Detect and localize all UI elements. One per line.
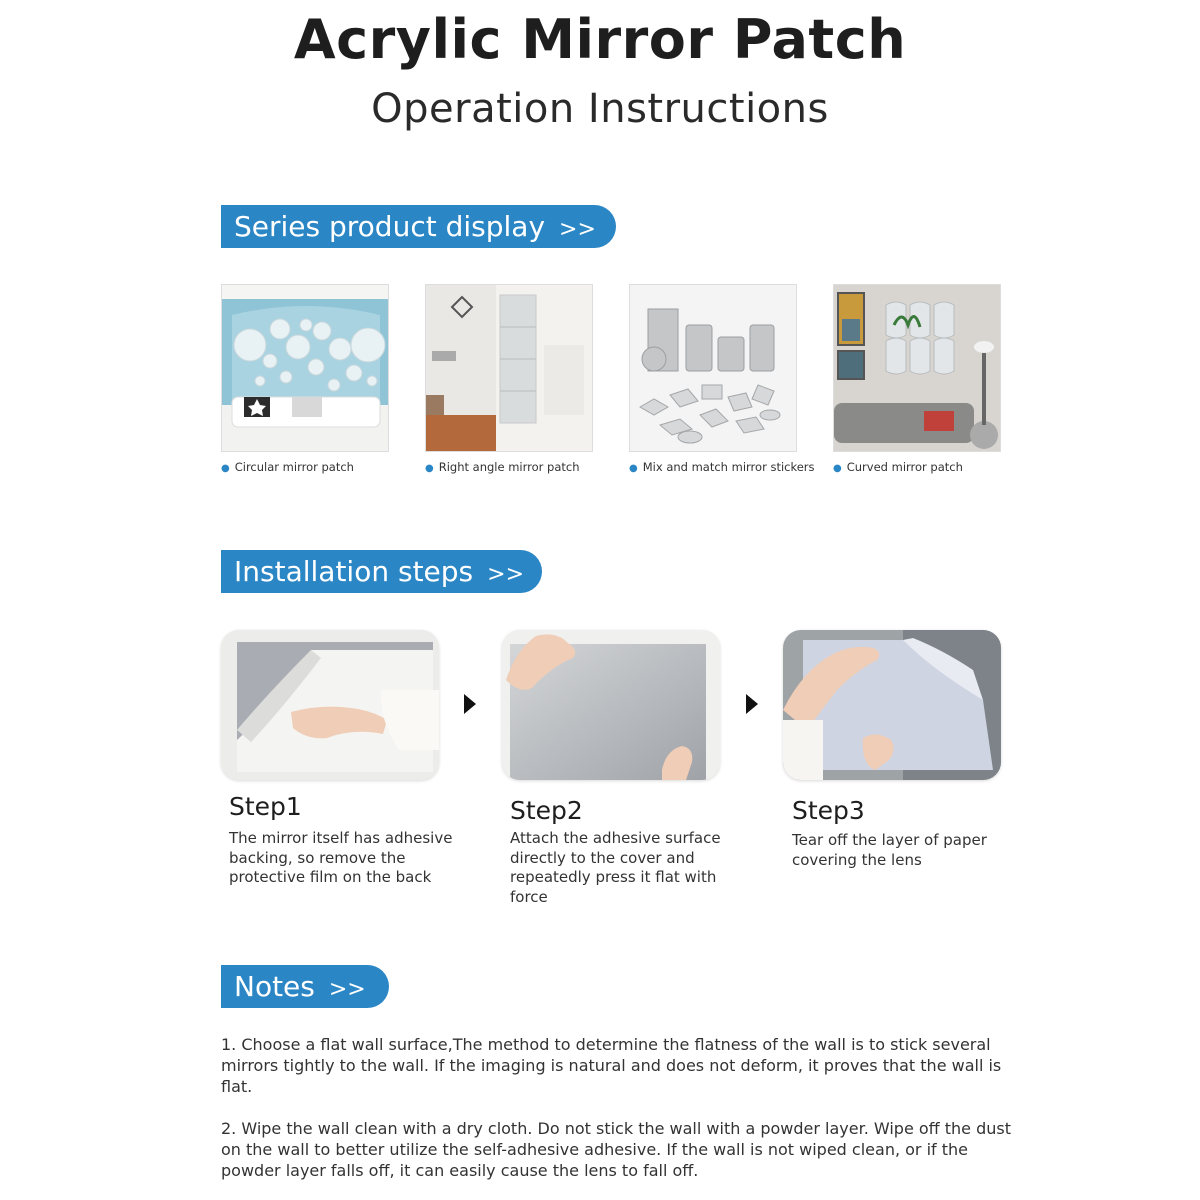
product-caption: ● Right angle mirror patch [425,460,580,474]
page-subtitle: Operation Instructions [371,86,829,132]
step-title: Step2 [510,796,583,825]
note-item-1: 1. Choose a flat wall surface,The method to determine the flatness of the wall is to stick several mirrors tightly to the wall. If the imaging is natural and does not deform, it proves that the wall is flat. [221,1035,1002,1096]
step-title: Step1 [229,792,302,821]
step-description: Tear off the layer of paper covering the lens [792,831,987,869]
step-title: Step3 [792,796,865,825]
step-description: Attach the adhesive surface directly to the cover and repeatedly press it flat with force [510,829,721,906]
section-banner-series [221,205,616,248]
bullet-icon: ● [629,463,638,474]
section-label: Installation steps [234,555,474,588]
step1-image [221,630,439,780]
step2-image [502,630,720,780]
product-caption: ● Curved mirror patch [833,460,963,474]
section-banner-notes [221,965,389,1008]
product-photo-circular [221,284,389,452]
step-arrow-icon [746,694,758,714]
page-title: Acrylic Mirror Patch [293,8,907,71]
section-banner-install [221,550,542,593]
bullet-icon: ● [425,463,434,474]
section-label: Notes [234,970,315,1003]
section-label: Series product display [234,210,546,243]
step-description: The mirror itself has adhesive backing, so remove the protective film on the back [229,829,453,886]
product-photo-right-angle [425,284,593,452]
product-mix-match [629,284,815,474]
double-chevron-icon: >> [328,977,366,1002]
product-right-angle [425,284,593,474]
product-caption: ● Mix and match mirror stickers [629,460,815,474]
note-item-2: 2. Wipe the wall clean with a dry cloth. Do not stick the wall with a powder layer. Wipe off the dust on the wall to better utilize the self-adhesive adhesive. If the wall is not wiped clean, or if the powder layer falls off, it can easily cause the lens to fall off. [221,1119,1012,1180]
product-photo-curved [833,284,1001,452]
product-photo-mix-match [629,284,797,452]
step3-image [783,630,1001,780]
double-chevron-icon: >> [487,562,525,587]
bullet-icon: ● [833,463,842,474]
bullet-icon: ● [221,463,230,474]
product-curved [833,284,1001,474]
step-arrow-icon [464,694,476,714]
product-circular [221,284,389,474]
product-caption: ● Circular mirror patch [221,460,354,474]
double-chevron-icon: >> [559,217,596,242]
